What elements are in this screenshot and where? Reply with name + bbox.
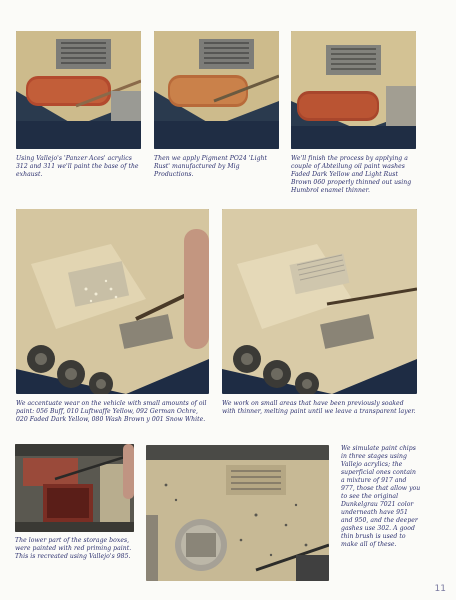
caption-pigment-rust: Then we apply Pigment PO24 'Light Rust' manufactured by Mig Productions.	[154, 155, 268, 178]
photo-paint-chips	[146, 445, 329, 581]
photo-exhaust-base	[16, 31, 141, 149]
caption-oil-wear: We accentuate wear on the vehicle with small amounts of oil paint: 056 Buff, 010 Luftwaffe Yellow, 092 German Ochre, 020 Faded Dark Yellow, 080 Wash Brown y 001 Snow White.	[16, 400, 207, 423]
caption-exhaust-base: Using Vallejo's 'Panzer Aces' acrylics 312 and 311 we'll paint the base of the exhaust.	[16, 155, 139, 178]
photo-oil-washes	[291, 31, 416, 149]
photo-oil-wear	[16, 209, 209, 394]
photo-pigment-rust	[154, 31, 279, 149]
caption-thinner-blend: We work on small areas that have been previously soaked with thinner, melting paint until we leave a transparent layer.	[222, 400, 416, 415]
caption-oil-washes: We'll finish the process by applying a couple of Abteilung oil paint washes Faded Dark Yellow and Light Rust Brown 060 properly thinned out using Humbrol enamel thinner.	[291, 155, 412, 194]
photo-storage-box	[15, 444, 134, 532]
photo-thinner-blend	[222, 209, 417, 394]
page-number: 11	[434, 584, 446, 594]
caption-storage-box: The lower part of the storage boxes, were painted with red priming paint. This is recreated using Vallejo's 985.	[15, 537, 132, 560]
caption-paint-chips: We simulate paint chips in three stages using Vallejo acrylics; the superficial ones contain a mixture of 917 and 977, those that allow you to see the original Dunkelgrau 7021 color underneath have 951 and 950, and the deeper gashes use 302. A good thin brush is used to make all of these.	[341, 445, 421, 548]
